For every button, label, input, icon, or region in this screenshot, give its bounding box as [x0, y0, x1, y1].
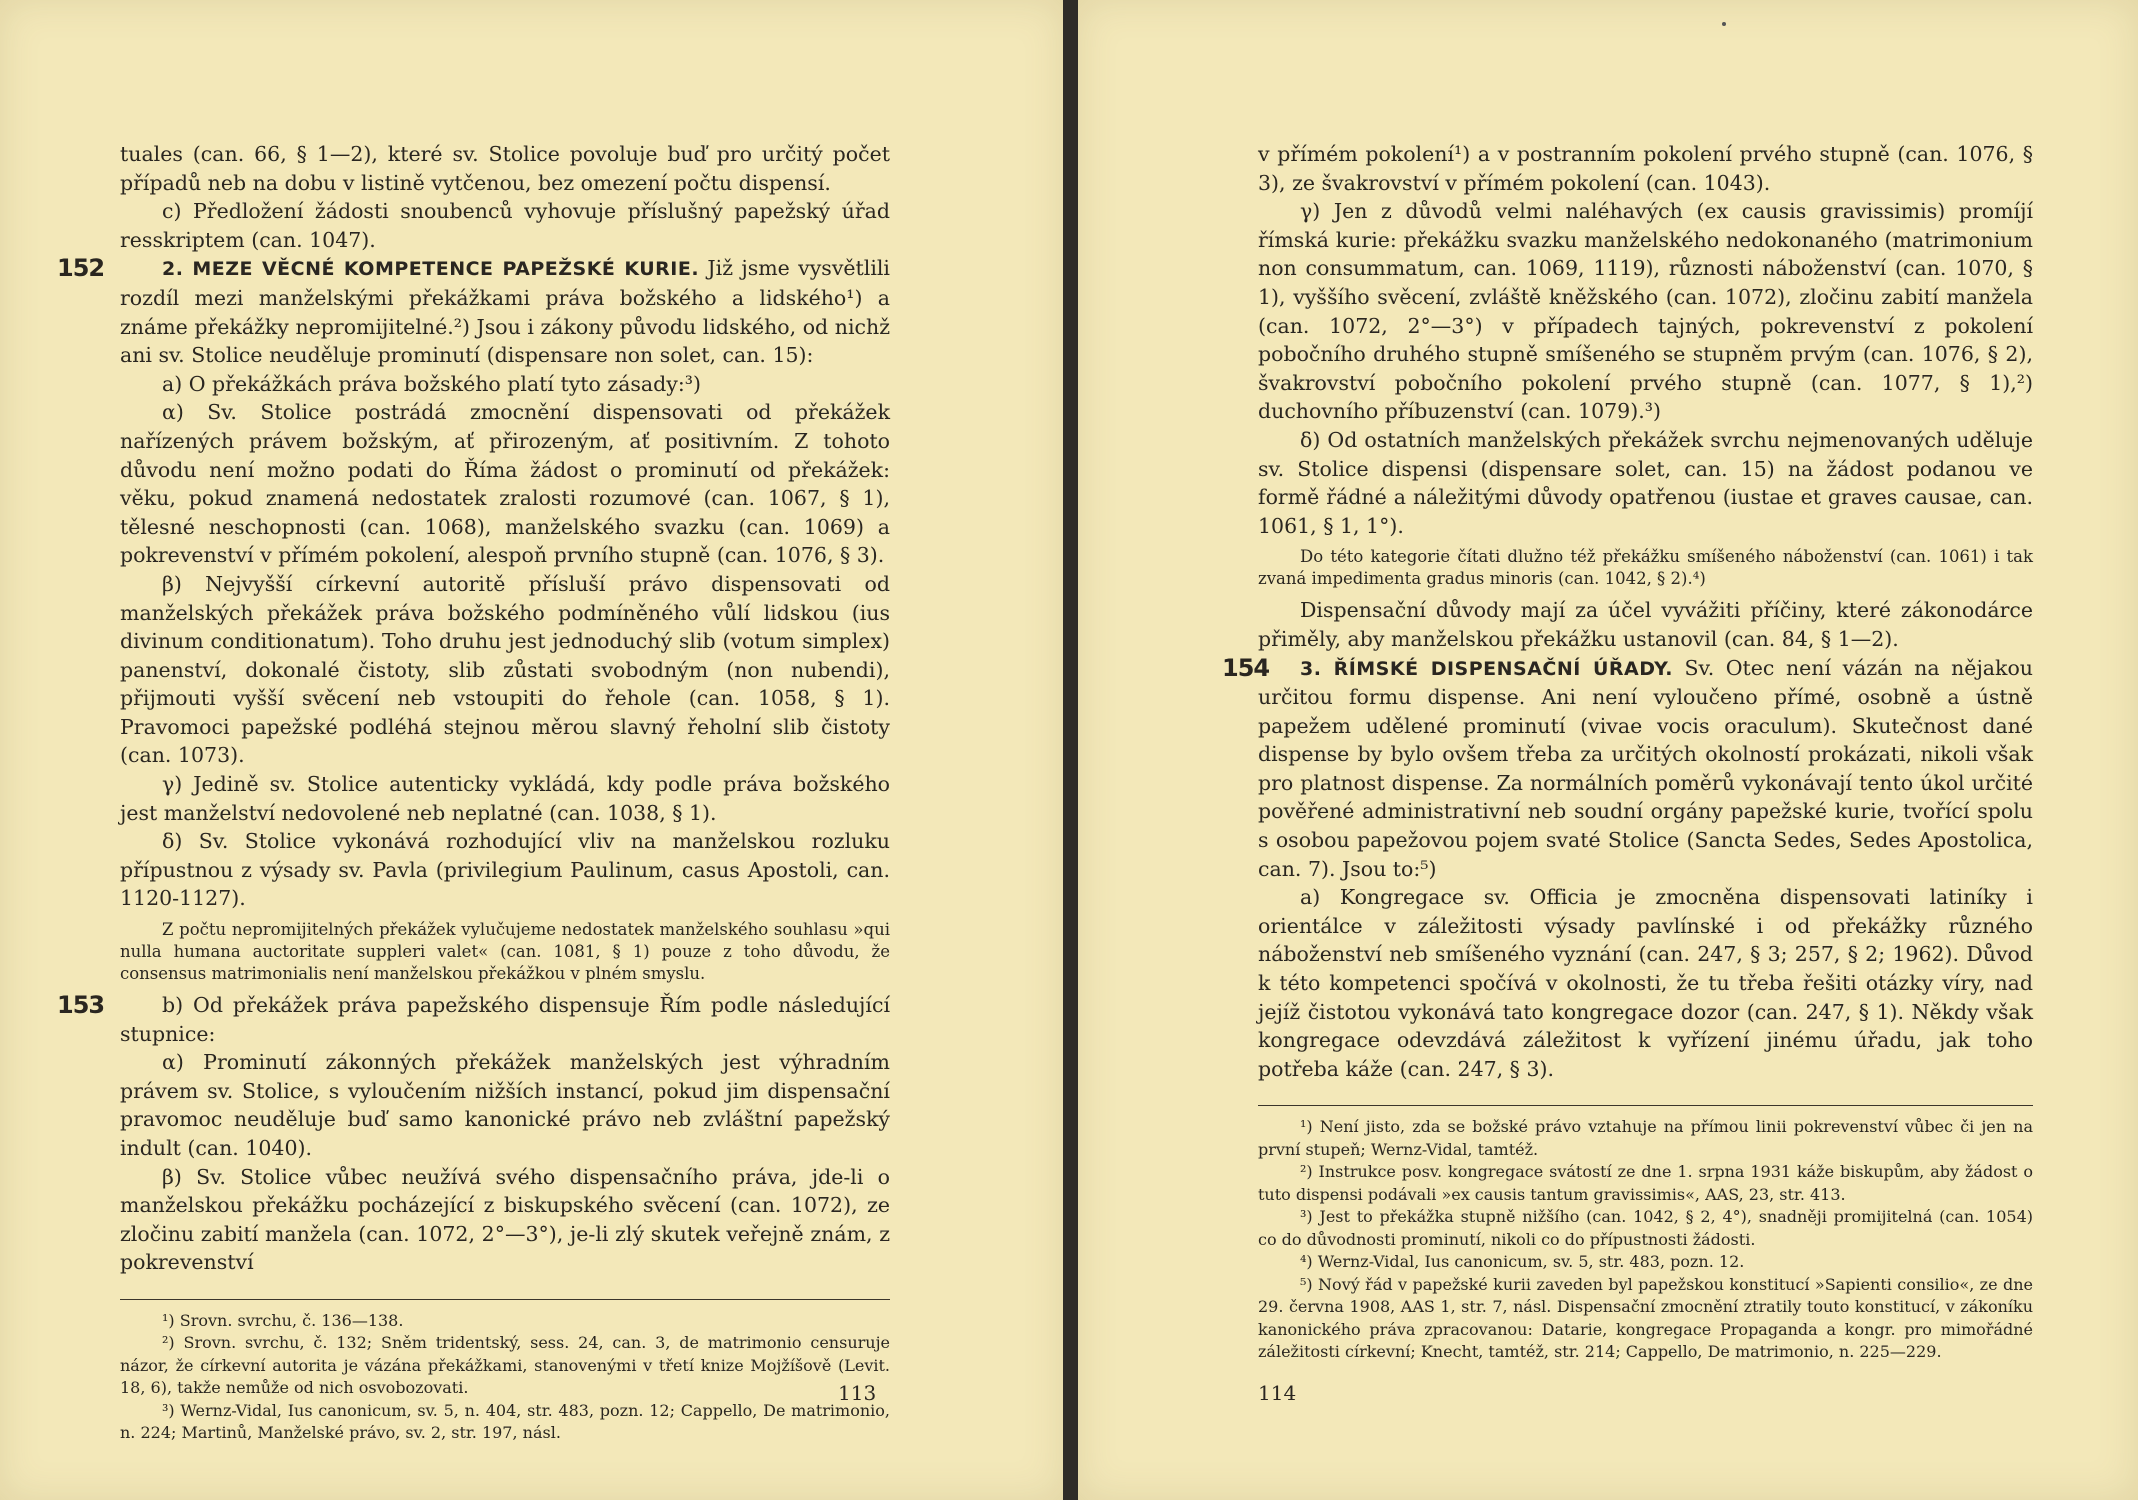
paragraph-text: δ) Od ostatních manželských překážek svrchu nejmenovaných uděluje sv. Stolice dispensi (dispensare solet, can. 15) na žádost podanou ve formě řádné a náležitými důvody opatřenou (iustae et graves causae, can. 1061, § 1, 1°). [1258, 427, 2033, 538]
marginal-section-number: 153 [57, 991, 105, 1020]
paragraph-text: γ) Jen z důvodů velmi naléhavých (ex causis gravissimis) promíjí římská kurie: překážku svazku manželského nedokonaného (matrimonium non consummatum, can. 1069, 1119), různosti náboženství (can. 1070, § 1), vyššího svěcení, zvláště kněžského (can. 1072), zločinu zabití manžela (can. 1072, 2°—3°) v případech tajných, pokrevenství z pokolení pobočního druhého stupně smíšeného se stupněm prvým (can. 1076, § 2), švakrovství pobočního pokolení prvého stupně (can. 1077, § 1),²) duchovního příbuzenství (can. 1079).³) [1258, 199, 2033, 424]
footnote: ³) Jest to překážka stupně nižšího (can. 1042, § 2, 4°), snadněji promijitelná (can. 1054) co do důvodnosti prominutí, nikoli co do přípustnosti žádosti. [1258, 1207, 2033, 1249]
right-page [1078, 0, 2138, 1500]
paragraph-text: a) O překážkách práva božského platí tyto zásady:³) [162, 371, 701, 396]
book-gutter [1063, 0, 1078, 1500]
body-paragraph [120, 398, 890, 570]
paragraph-text: a) Kongregace sv. Officia je zmocněna dispensovati latiníky i orientálce v záležitosti výsady pavlínské i od překážky různého náboženství neb smíšeného vyznání (can. 247, § 3; 257, § 2; 1962). Důvod k této kompetenci spočívá v okolnosti, že tu třeba řešiti otázky víry, nad jejíž čistotou vykonává tato kongregace dozor (can. 247, § 1). Někdy však kongregace odevzdává záležitost k vyřízení jinému úřadu, jak toho potřeba káže (can. 247, § 3). [1258, 885, 2033, 1081]
body-paragraph [120, 1163, 890, 1277]
page-number-right: 114 [1258, 1381, 1297, 1405]
body-paragraph [120, 770, 890, 827]
body-paragraph [120, 570, 890, 770]
paragraph-text: c) Předložení žádosti snoubenců vyhovuje příslušný papežský úřad resskriptem (can. 1047). [120, 199, 890, 252]
body-paragraph [120, 197, 890, 254]
footnote: ¹) Není jisto, zda se božské právo vztahuje na přímou linii pokrevenství vůbec či jen na první stupeň; Wernz-Vidal, tamtéž. [1258, 1117, 2033, 1159]
paragraph-text: tuales (can. 66, § 1—2), které sv. Stolice povoluje buď pro určitý počet případů neb na dobu v listině vytčenou, bez omezení počtu dispensí. [120, 142, 890, 195]
small-print-note [1258, 546, 2033, 590]
paragraph-text: b) Od překážek práva papežského dispensuje Řím podle následující stupnice: [120, 993, 890, 1046]
footnote: ¹) Srovn. svrchu, č. 136—138. [162, 1310, 404, 1330]
paragraph-text: α) Sv. Stolice postrádá zmocnění dispensovati od překážek nařízených právem božským, ať přirozeným, ať positivním. Z tohoto důvodu není možno podati do Říma žádost o prominutí od překážek: věku, pokud znamená nedostatek zralosti rozumové (can. 1067, § 1), tělesné neschopnosti (can. 1068), manželského svazku (can. 1069) a pokrevenství v přímém pokolení, alespoň prvního stupně (can. 1076, § 3). [120, 400, 890, 568]
paragraph-text: Dispensační důvody mají za účel vyvážiti příčiny, které zákonodárce přiměly, aby manželskou překážku ustanovil (can. 84, § 1—2). [1258, 598, 2033, 651]
paragraph-text: β) Sv. Stolice vůbec neužívá svého dispensačního práva, jde-li o manželskou překážku pocházející z biskupského svěcení (can. 1072), ze zločinu zabití manžela (can. 1072, 2°—3°), je-li zlý skutek veřejně znám, z pokrevenství [120, 1164, 890, 1275]
section-paragraph [57, 254, 890, 369]
paragraph-text: Do této kategorie čítati dlužno též překážku smíšeného náboženství (can. 1061) i tak zvaná impedimenta gradus minoris (can. 1042, § 2).⁴) [1258, 547, 2033, 589]
paragraph-text: v přímém pokolení¹) a v postranním pokolení prvého stupně (can. 1076, § 3), ze švakrovství v přímém pokolení (can. 1043). [1258, 142, 2033, 195]
paragraph-text: Již jsme vysvětlili rozdíl mezi manželskými překážkami práva božského a lidského¹) a známe překážky nepromijitelné.²) Jsou i zákony původu lidského, od nichž ani sv. Stolice neuděluje prominutí (dispensare non solet, can. 15): [120, 256, 890, 368]
left-page [0, 0, 1063, 1500]
body-paragraph [120, 1048, 890, 1162]
body-paragraph [1258, 140, 2033, 197]
body-paragraph [1258, 197, 2033, 426]
body-paragraph [1258, 596, 2033, 653]
marginal-section-number: 154 [1222, 653, 1270, 682]
footnote: ⁵) Nový řád v papežské kurii zaveden byl papežskou konstitucí »Sapienti consilio«, ze dne 29. června 1908, AAS 1, str. 7, násl. Dispensační zmocnění ztratily touto konstitucí, v zákoníku kanonického práva zpracovanou: Datarie, kongregace Propaganda a kongr. pro mimořádné záležitosti církevní; Knecht, tamtéž, str. 214; Cappello, De matrimonio, n. 225—229. [1258, 1274, 2033, 1362]
section-heading: 3. ŘÍMSKÉ DISPENSAČNÍ ÚŘADY. [1300, 657, 1673, 680]
footnote: ²) Instrukce posv. kongregace svátostí ze dne 1. srpna 1931 káže biskupům, aby žádost o tuto dispensi podávali »ex causis tantum gravissimis«, AAS, 23, str. 413. [1258, 1162, 2033, 1204]
paragraph-text: δ) Sv. Stolice vykonává rozhodující vliv na manželskou rozluku přípustnou z výsady sv. Pavla (privilegium Paulinum, casus Apostoli, can. 1120-1127). [120, 829, 890, 911]
small-print-note [120, 919, 890, 985]
body-paragraph [1258, 883, 2033, 1083]
marginal-section-number: 152 [57, 254, 105, 283]
body-paragraph [120, 827, 890, 913]
body-paragraph [120, 140, 890, 197]
page-number-left: 113 [838, 1381, 877, 1405]
paragraph-text: γ) Jedině sv. Stolice autenticky vykládá, kdy podle práva božského jest manželství nedovolené neb neplatné (can. 1038, § 1). [120, 772, 890, 825]
footnote-separator [120, 1299, 890, 1300]
footnote: ³) Wernz-Vidal, Ius canonicum, sv. 5, n. 404, str. 483, pozn. 12; Cappello, De matrimonio, n. 224; Martinů, Manželské právo, sv. 2, str. 197, násl. [120, 1400, 890, 1443]
section-paragraph [57, 991, 890, 1048]
footnote: ⁴) Wernz-Vidal, Ius canonicum, sv. 5, str. 483, pozn. 12. [1300, 1252, 1745, 1272]
body-paragraph [1258, 426, 2033, 540]
paper-speck [1722, 22, 1726, 26]
right-text-column [1222, 140, 2033, 1364]
footnote-separator [1258, 1105, 2033, 1106]
section-heading: 2. MEZE VĚCNÉ KOMPETENCE PAPEŽSKÉ KURIE. [162, 258, 700, 281]
body-paragraph [120, 370, 890, 399]
paragraph-text: α) Prominutí zákonných překážek manželských jest výhradním právem sv. Stolice, s vyloučením nižších instancí, pokud jim dispensační pravomoc neuděluje buď samo kanonické právo neb zvláštní papežský indult (can. 1040). [120, 1050, 890, 1160]
footnote: ²) Srovn. svrchu, č. 132; Sněm tridentský, sess. 24, can. 3, de matrimonio censuruje názor, že církevní autorita je vázána překážkami, stanovenými v třetí knize Mojžíšově (Levit. 18, 6), takže nemůže od nich osvobozovati. [120, 1333, 890, 1398]
section-paragraph [1222, 653, 2033, 884]
paragraph-text: Sv. Otec není vázán na nějakou určitou formu dispense. Ani není vyloučeno přímé, osobně a ústně papežem udělené prominutí (vivae vocis oraculum). Skutečnost dané dispense by bylo ovšem třeba za určitých okolností prokázati, nikoli však pro platnost dispense. Za normálních poměrů vykonávají tento úkol určité pověřené administrativní neb soudní orgány papežské kurie, tvořící spolu s osobou papežovou pojem svaté Stolice (Sancta Sedes, Sedes Apostolica, can. 7). Jsou to:⁵) [1258, 655, 2033, 881]
left-text-column [57, 140, 890, 1445]
paragraph-text: β) Nejvyšší církevní autoritě přísluší právo dispensovati od manželských překážek práva božského podmíněného vůlí lidskou (ius divinum conditionatum). Toho druhu jest jednoduchý slib (votum simplex) panenství, dokonalé čistoty, slib zůstati svobodným (non nubendi), přijmouti vyšší svěcení neb vstoupiti do řehole (can. 1058, § 1). Pravomoci papežské podléhá stejnou měrou slavný řeholní slib čistoty (can. 1073). [120, 571, 890, 768]
paragraph-text: Z počtu nepromijitelných překážek vylučujeme nedostatek manželského souhlasu »qui nulla humana auctoritate suppleri valet« (can. 1081, § 1) pouze z toho důvodu, že consensus matrimonialis není manželskou překážkou v plném smyslu. [120, 920, 890, 984]
